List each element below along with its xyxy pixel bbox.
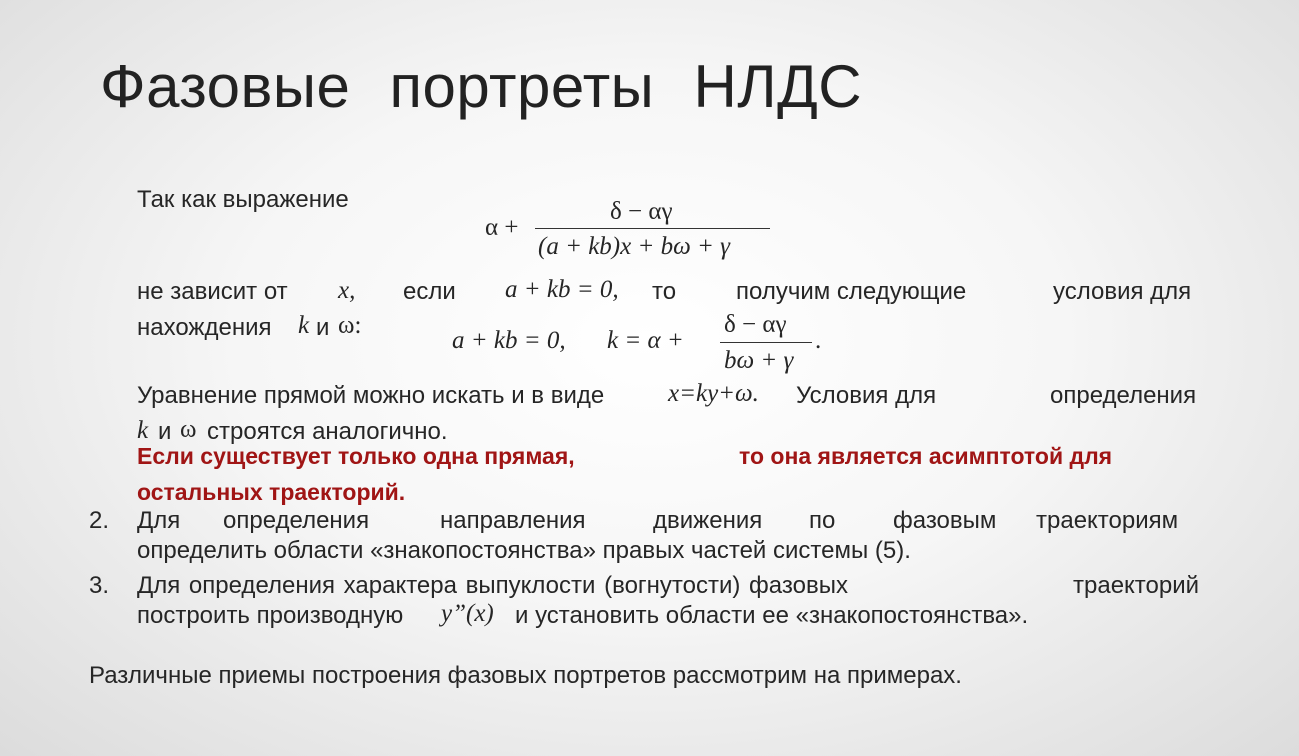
text-line-2a: не зависит от bbox=[137, 278, 288, 305]
formula-2-part1: a + kb = 0, bbox=[452, 327, 566, 354]
text-line-2-condition: a + kb = 0, bbox=[505, 276, 619, 303]
text-line-4c: определения bbox=[1050, 382, 1197, 409]
list-item-2-word-4: движения bbox=[653, 507, 763, 534]
text-line-2-x: x, bbox=[338, 277, 356, 304]
formula-2-fraction-bar bbox=[720, 342, 812, 343]
formula-2-denominator: bω + γ bbox=[724, 347, 794, 374]
text-line-3b: и bbox=[316, 314, 330, 341]
highlight-line-1b: то она является асимптотой для bbox=[739, 443, 1113, 469]
text-line-4a: Уравнение прямой можно искать и в виде bbox=[137, 382, 605, 409]
list-item-3-line-1b: траекторий bbox=[1073, 572, 1200, 599]
formula-1-numerator: δ − αγ bbox=[610, 198, 673, 225]
formula-2-part2: k = α + bbox=[607, 327, 684, 354]
text-line-4b: Условия для bbox=[796, 382, 937, 409]
text-line-2d: получим следующие bbox=[736, 278, 967, 305]
closing-sentence: Различные приемы построения фазовых портретов рассмотрим на примерах. bbox=[89, 662, 962, 689]
formula-1-fraction-bar bbox=[535, 228, 770, 229]
list-item-2-word-2: определения bbox=[223, 507, 370, 534]
list-item-2-word-1: Для bbox=[137, 507, 181, 534]
formula-2-end: . bbox=[815, 327, 822, 354]
text-line-5-omega: ω bbox=[180, 416, 197, 443]
formula-2-numerator: δ − αγ bbox=[724, 311, 787, 338]
highlight-line-1a: Если существует только одна прямая, bbox=[137, 443, 575, 469]
text-line-5b: строятся аналогично. bbox=[207, 418, 448, 445]
text-line-1: Так как выражение bbox=[137, 186, 349, 213]
list-item-3-number: 3. bbox=[89, 572, 110, 599]
highlight-line-2: остальных траекторий. bbox=[137, 479, 406, 505]
list-item-2-line-2: определить области «знакопостоянства» правых частей системы (5). bbox=[137, 537, 911, 564]
text-line-5a: и bbox=[158, 418, 172, 445]
list-item-2-word-3: направления bbox=[440, 507, 586, 534]
list-item-2-word-5: по bbox=[809, 507, 836, 534]
list-item-2-word-7: траекториям bbox=[1036, 507, 1179, 534]
text-line-5-k: k bbox=[137, 417, 149, 444]
formula-1-lhs: α + bbox=[485, 214, 519, 241]
text-line-4-equation: x=ky+ω. bbox=[668, 380, 759, 407]
text-line-2b: если bbox=[403, 278, 456, 305]
text-line-3-k: k bbox=[298, 312, 310, 339]
list-item-2-number: 2. bbox=[89, 507, 110, 534]
list-item-3-line-2a: построить производную bbox=[137, 602, 404, 629]
list-item-3-line-1a: Для определения характера выпуклости (вогнутости) фазовых bbox=[137, 572, 848, 599]
text-line-2e: условия для bbox=[1053, 278, 1192, 305]
text-line-3a: нахождения bbox=[137, 314, 272, 341]
list-item-2-word-6: фазовым bbox=[893, 507, 997, 534]
formula-1-denominator: (a + kb)x + bω + γ bbox=[538, 233, 730, 260]
list-item-3-line-2b: и установить области ее «знакопостоянства». bbox=[515, 602, 1029, 629]
text-line-3-omega: ω: bbox=[338, 312, 362, 339]
list-item-3-derivative: y”(x) bbox=[441, 600, 494, 627]
slide-title: Фазовые портреты НЛДС bbox=[100, 53, 863, 120]
text-line-2c: то bbox=[652, 278, 677, 305]
